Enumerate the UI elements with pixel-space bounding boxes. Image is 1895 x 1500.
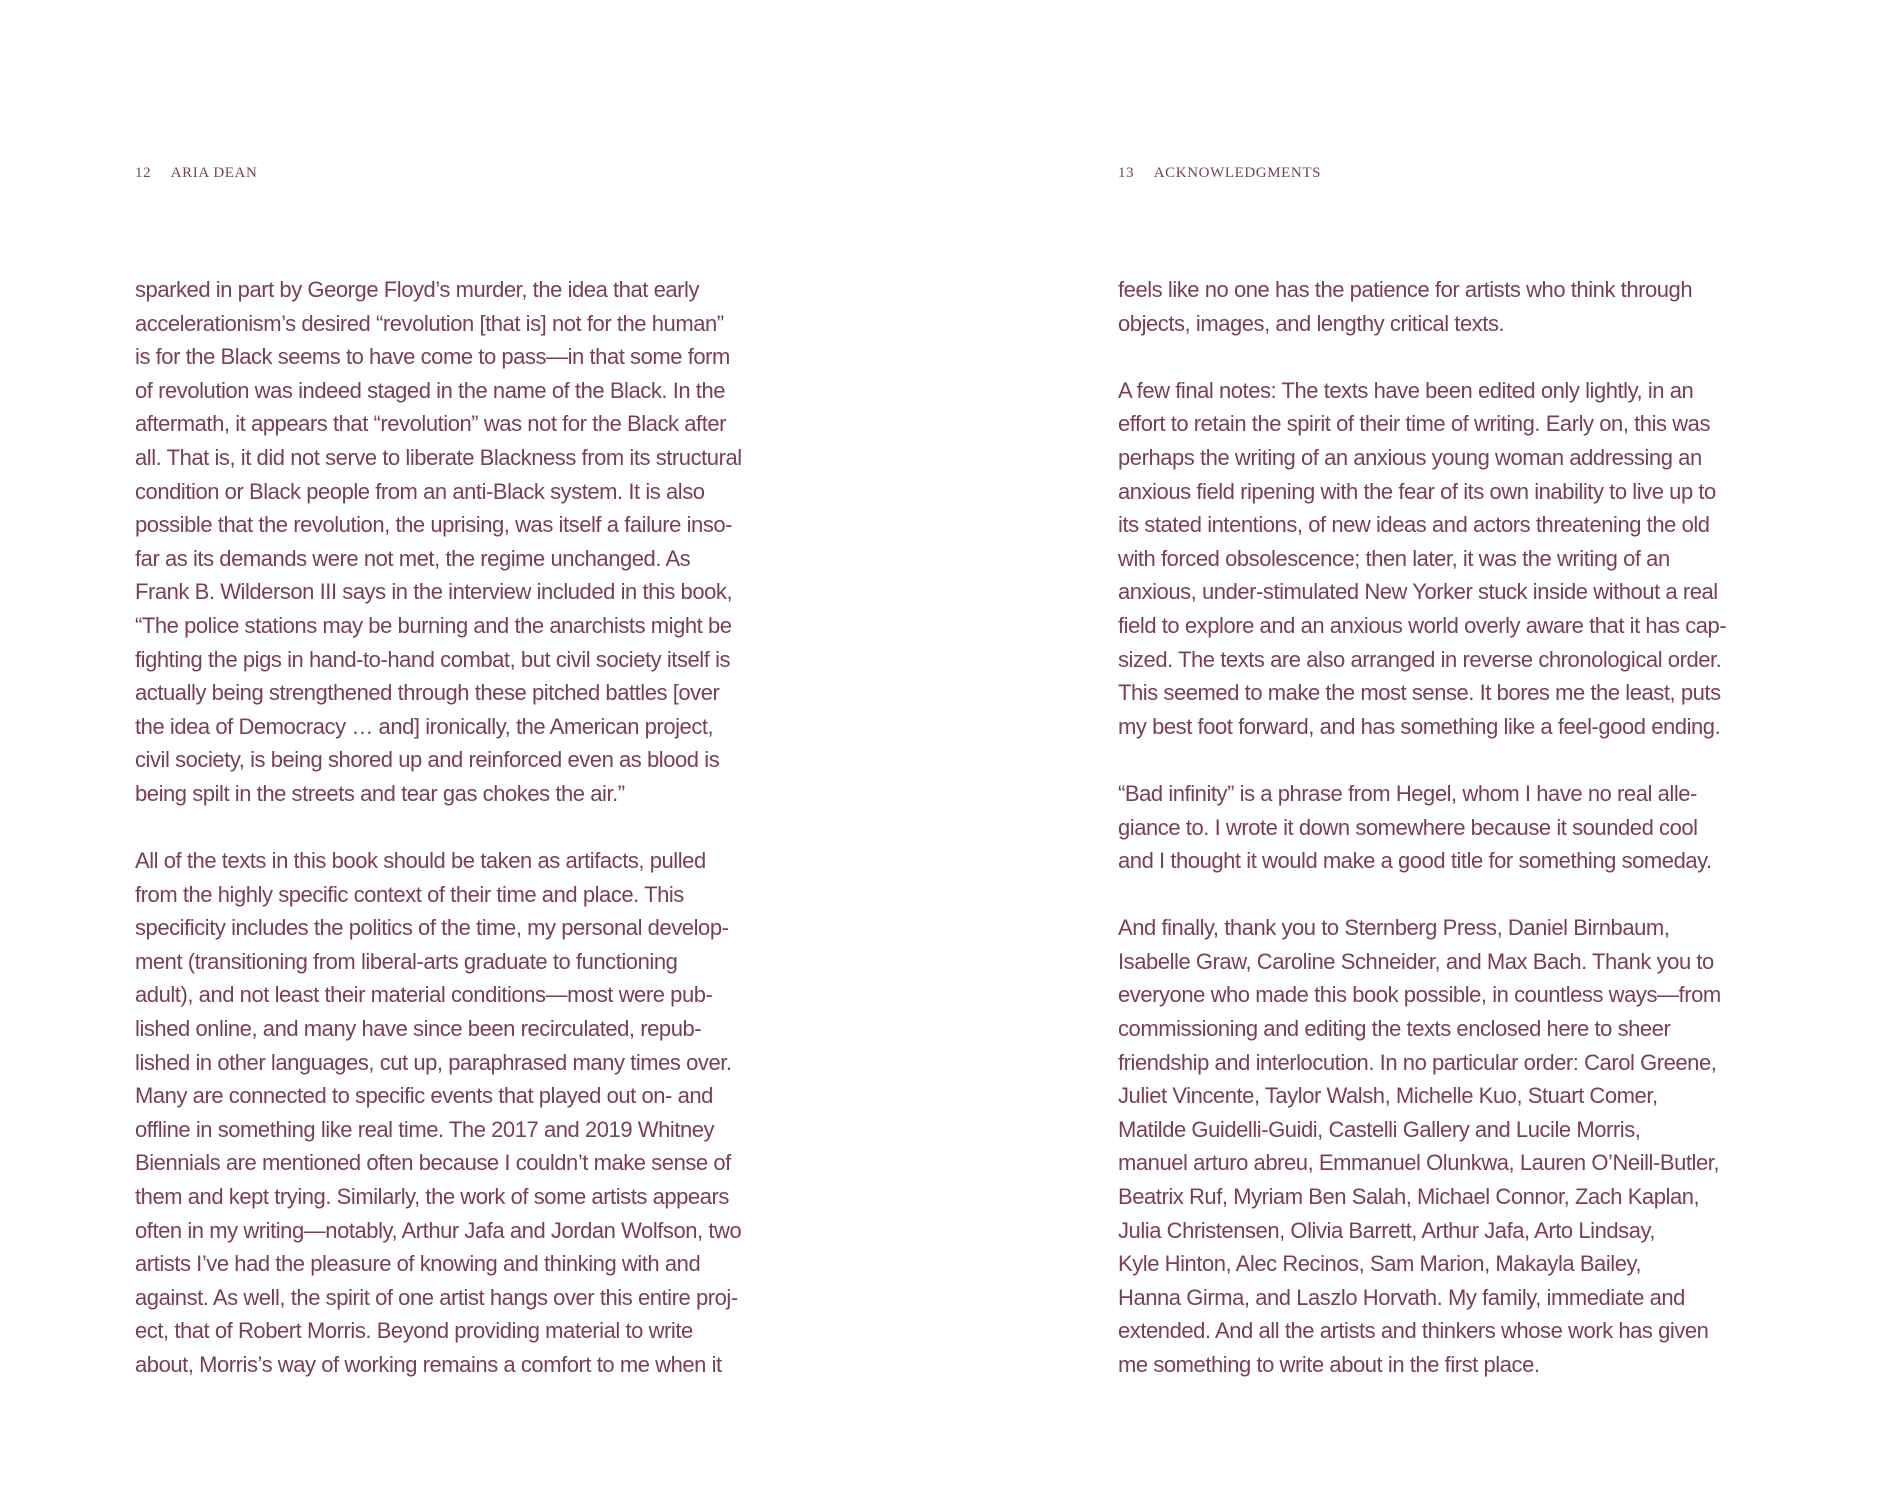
text-line: me something to write about in the first place. (1118, 1352, 1540, 1377)
text-line: accelerationism’s desired “revolution [that is] not for the human” (135, 310, 724, 336)
author-name: ARIA DEAN (170, 165, 258, 181)
text-line: Frank B. Wilderson III says in the interview included in this book, (135, 579, 733, 605)
paragraph (1118, 777, 1818, 878)
text-line: being spilt in the streets and tear gas chokes the air.” (135, 780, 625, 806)
text-line: possible that the revolution, the uprising, was itself a failure inso- (135, 512, 733, 538)
text-line: commissioning and editing the texts enclosed here to sheer (1118, 1016, 1671, 1042)
text-line: sized. The texts are also arranged in reverse chronological order. (1118, 646, 1722, 672)
text-line: against. As well, the spirit of one artist hangs over this entire proj- (135, 1284, 738, 1310)
paragraph-gap (1118, 878, 1818, 912)
right-page (948, 0, 1895, 1500)
left-body-text (135, 273, 815, 1382)
text-line: effort to retain the spirit of their time of writing. Early on, this was (1118, 411, 1711, 437)
text-line: Beatrix Ruf, Myriam Ben Salah, Michael Connor, Zach Kaplan, (1118, 1184, 1700, 1210)
text-line: far as its demands were not met, the regime unchanged. As (135, 545, 691, 571)
text-line: ect, that of Robert Morris. Beyond providing material to write (135, 1318, 693, 1344)
text-line: aftermath, it appears that “revolution” was not for the Black after (135, 411, 727, 437)
text-line: fighting the pigs in hand-to-hand combat, but civil society itself is (135, 646, 731, 672)
text-line: anxious, under-stimulated New Yorker stuck inside without a real (1118, 579, 1718, 605)
paragraph-gap (1118, 743, 1818, 777)
paragraph (1118, 911, 1818, 1381)
text-line: specificity includes the politics of the time, my personal develop- (135, 915, 729, 941)
paragraph (1118, 374, 1818, 744)
text-line: objects, images, and lengthy critical texts. (1118, 310, 1505, 336)
text-line: the idea of Democracy … and] ironically, the American project, (135, 713, 714, 739)
text-line: often in my writing—notably, Arthur Jafa and Jordan Wolfson, two (135, 1217, 742, 1243)
left-page (0, 0, 947, 1500)
text-line: field to explore and an anxious world overly aware that it has cap- (1118, 612, 1727, 638)
page-number: 13 (1118, 165, 1135, 181)
paragraph (1118, 273, 1818, 340)
text-line: Isabelle Graw, Caroline Schneider, and Max Bach. Thank you to (1118, 948, 1714, 974)
text-line: all. That is, it did not serve to liberate Blackness from its structural (135, 444, 742, 470)
text-line: extended. And all the artists and thinkers whose work has given (1118, 1318, 1709, 1344)
left-running-head (135, 165, 257, 182)
page-number: 12 (135, 165, 152, 181)
text-line: with forced obsolescence; then later, it was the writing of an (1118, 545, 1670, 571)
text-line: “The police stations may be burning and the anarchists might be (135, 612, 732, 638)
text-line: them and kept trying. Similarly, the work of some artists appears (135, 1184, 729, 1210)
text-line: about, Morris’s way of working remains a comfort to me when it (135, 1352, 722, 1377)
right-running-head (1118, 165, 1321, 182)
text-line: anxious field ripening with the fear of its own inability to live up to (1118, 478, 1716, 504)
paragraph-gap (135, 811, 815, 845)
text-line: This seemed to make the most sense. It bores me the least, puts (1118, 680, 1721, 706)
text-line: lished in other languages, cut up, paraphrased many times over. (135, 1049, 732, 1075)
text-line: Hanna Girma, and Laszlo Horvath. My family, immediate and (1118, 1284, 1685, 1310)
text-line: its stated intentions, of new ideas and actors threatening the old (1118, 512, 1710, 538)
paragraph (135, 844, 815, 1382)
text-line: friendship and interlocution. In no particular order: Carol Greene, (1118, 1049, 1717, 1075)
text-line: All of the texts in this book should be taken as artifacts, pulled (135, 848, 706, 874)
text-line: is for the Black seems to have come to pass—in that some form (135, 344, 730, 370)
text-line: civil society, is being shored up and reinforced even as blood is (135, 747, 720, 773)
text-line: sparked in part by George Floyd’s murder, the idea that early (135, 277, 700, 302)
text-line: of revolution was indeed staged in the name of the Black. In the (135, 377, 726, 403)
text-line: Matilde Guidelli-Guidi, Castelli Gallery and Lucile Morris, (1118, 1116, 1641, 1142)
text-line: Biennials are mentioned often because I couldn’t make sense of (135, 1150, 731, 1176)
text-line: condition or Black people from an anti-Black system. It is also (135, 478, 705, 504)
text-line: A few final notes: The texts have been edited only lightly, in an (1118, 377, 1694, 403)
text-line: my best foot forward, and has something like a feel-good ending. (1118, 713, 1721, 739)
text-line: from the highly specific context of their time and place. This (135, 881, 684, 907)
text-line: offline in something like real time. The 2017 and 2019 Whitney (135, 1116, 715, 1142)
paragraph (135, 273, 815, 811)
text-line: Many are connected to specific events that played out on- and (135, 1083, 713, 1109)
text-line: and I thought it would make a good title for something someday. (1118, 848, 1712, 874)
text-line: perhaps the writing of an anxious young woman addressing an (1118, 444, 1702, 470)
right-body-text (1118, 273, 1818, 1382)
text-line: Julia Christensen, Olivia Barrett, Arthur Jafa, Arto Lindsay, (1118, 1217, 1656, 1243)
text-line: Kyle Hinton, Alec Recinos, Sam Marion, Makayla Bailey, (1118, 1251, 1642, 1277)
section-title: ACKNOWLEDGMENTS (1153, 165, 1322, 181)
text-line: adult), and not least their material conditions—most were pub- (135, 982, 713, 1008)
text-line: everyone who made this book possible, in countless ways—from (1118, 982, 1721, 1008)
text-line: And finally, thank you to Sternberg Press, Daniel Birnbaum, (1118, 915, 1670, 941)
text-line: ment (transitioning from liberal-arts graduate to functioning (135, 948, 678, 974)
text-line: giance to. I wrote it down somewhere because it sounded cool (1118, 814, 1698, 840)
paragraph-gap (1118, 340, 1818, 374)
text-line: feels like no one has the patience for artists who think through (1118, 277, 1693, 302)
text-line: actually being strengthened through these pitched battles [over (135, 680, 720, 706)
text-line: manuel arturo abreu, Emmanuel Olunkwa, Lauren O’Neill-Butler, (1118, 1150, 1720, 1176)
text-line: Juliet Vincente, Taylor Walsh, Michelle Kuo, Stuart Comer, (1118, 1083, 1658, 1109)
text-line: lished online, and many have since been recirculated, repub- (135, 1016, 702, 1042)
text-line: “Bad infinity” is a phrase from Hegel, whom I have no real alle- (1118, 780, 1697, 806)
text-line: artists I’ve had the pleasure of knowing and thinking with and (135, 1251, 701, 1277)
